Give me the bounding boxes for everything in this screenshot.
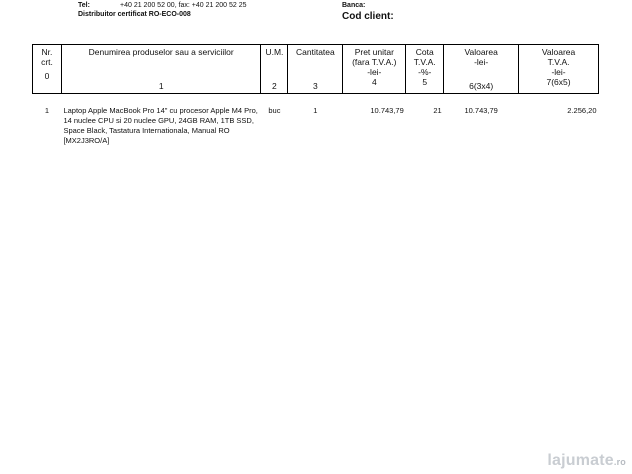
col-description: [61, 45, 261, 94]
watermark-logo: [547, 452, 626, 470]
col-description-index: 1: [158, 81, 164, 91]
col-unit-price-index: 4: [371, 77, 377, 87]
table-header-row: [33, 45, 599, 94]
col-um-label: U.M.: [265, 47, 284, 57]
tel-fax-value: +40 21 200 52 00, fax: +40 21 200 52 25: [120, 2, 247, 9]
col-value: [444, 45, 519, 94]
col-vat-value: [519, 45, 599, 94]
distributor-certificate: Distribuitor certificat RO-ECO-008: [78, 11, 191, 18]
col-qty: [288, 45, 343, 94]
watermark-brand: lajumate: [547, 452, 614, 469]
col-nr-index: 0: [44, 71, 50, 81]
col-vat-rate-index: 5: [422, 77, 428, 87]
col-vat-value-index: 7(6x5): [546, 77, 571, 87]
col-qty-index: 3: [313, 81, 318, 91]
row-qty: 1: [313, 106, 318, 115]
col-nr-label: Nr. crt.: [41, 47, 53, 67]
col-qty-label: Cantitatea: [296, 47, 335, 57]
bank-label: Banca:: [342, 2, 366, 9]
col-value-index: 6(3x4): [469, 81, 494, 91]
col-um: [261, 45, 288, 94]
invoice-table: [32, 44, 599, 146]
table-spacer-row: [33, 94, 599, 107]
table-row: [33, 106, 599, 146]
row-description: Laptop Apple MacBook Pro 14" cu procesor Apple M4 Pro, 14 nuclee CPU si 20 nuclee GPU, 24GB RAM, 1TB SSD, Space Black, Tastatura Internationala, Manual RO [MX2J3RO/A]: [63, 106, 258, 145]
tel-label: Tel:: [78, 2, 90, 9]
col-value-label: Valoarea -lei-: [464, 47, 498, 67]
row-vat-value: 2.256,20: [567, 106, 597, 115]
col-description-label: Denumirea produselor sau a serviciilor: [88, 47, 234, 57]
row-unit-price: 10.743,79: [370, 106, 404, 115]
col-vat-rate: [406, 45, 444, 94]
col-vat-rate-label: Cota T.V.A. -%-: [413, 47, 436, 77]
row-nr: 1: [44, 106, 50, 115]
row-um: buc: [268, 106, 281, 115]
col-unit-price-label: Pret unitar (fara T.V.A.) -lei-: [352, 47, 397, 77]
col-um-index: 2: [272, 81, 277, 91]
col-vat-value-label: Valoarea T.V.A. -lei-: [541, 47, 576, 77]
row-value: 10.743,79: [464, 106, 498, 115]
col-nr: [33, 45, 62, 94]
row-vat-rate: 21: [433, 106, 442, 115]
col-unit-price: [343, 45, 406, 94]
watermark-suffix: .ro: [613, 457, 626, 467]
client-code-label: Cod client:: [342, 11, 394, 22]
